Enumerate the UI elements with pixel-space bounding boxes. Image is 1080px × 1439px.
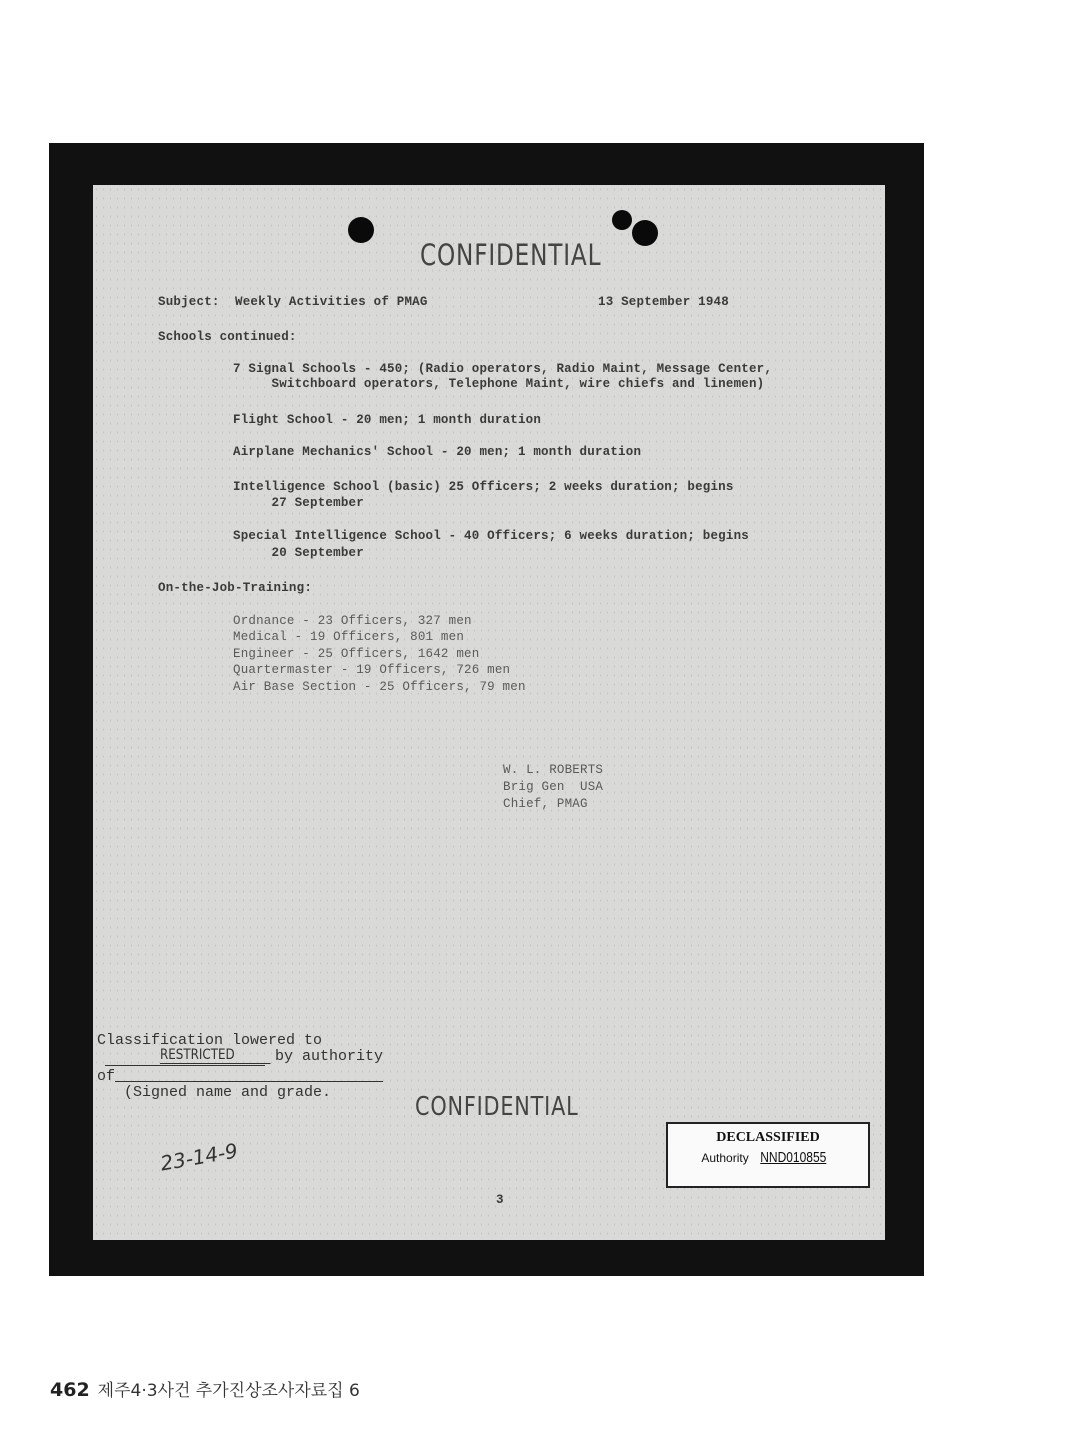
authority-label: Authority [701, 1151, 749, 1165]
ojt-item: Quartermaster - 19 Officers, 726 men [233, 663, 511, 677]
school-item: 27 September [233, 496, 364, 510]
school-item: Switchboard operators, Telephone Maint, wire chiefs and linemen) [233, 377, 765, 391]
punch-hole [612, 210, 632, 230]
classification-line3: (Signed name and grade. [124, 1084, 332, 1101]
school-item: Intelligence School (basic) 25 Officers; 2 weeks duration; begins [233, 480, 734, 494]
signature-title: Chief, PMAG [503, 797, 588, 811]
ojt-item: Air Base Section - 25 Officers, 79 men [233, 680, 526, 694]
school-item: Airplane Mechanics' School - 20 men; 1 month duration [233, 445, 642, 459]
classification-of: of [97, 1068, 116, 1085]
ojt-item: Medical - 19 Officers, 801 men [233, 630, 465, 644]
rule [105, 1065, 265, 1066]
ojt-heading: On-the-Job-Training: [158, 581, 313, 595]
ojt-item: Engineer - 25 Officers, 1642 men [233, 647, 480, 661]
authority-number: NND010855 [760, 1149, 827, 1166]
schools-heading: Schools continued: [158, 330, 297, 344]
handwritten-note: 23-14-9 [158, 1138, 240, 1176]
book-footer [50, 1376, 360, 1401]
confidential-stamp-bottom: CONFIDENTIAL [415, 1092, 579, 1122]
school-item: 20 September [233, 546, 364, 560]
classification-line2: by authority [266, 1048, 384, 1065]
declassified-title: DECLASSIFIED [716, 1130, 820, 1145]
punch-hole [632, 220, 658, 246]
signature-rule [115, 1081, 383, 1082]
confidential-stamp-top: CONFIDENTIAL [420, 238, 602, 272]
declassified-stamp [666, 1122, 870, 1188]
ojt-item: Ordnance - 23 Officers, 327 men [233, 614, 472, 628]
classification-restricted: RESTRICTED [160, 1047, 271, 1064]
signature-name: W. L. ROBERTS [503, 763, 604, 777]
subject-line: Subject: Weekly Activities of PMAG [158, 295, 428, 309]
school-item: Special Intelligence School - 40 Officers; 6 weeks duration; begins [233, 529, 749, 543]
page-number: 3 [496, 1193, 504, 1207]
document-date: 13 September 1948 [598, 295, 729, 309]
school-item: Flight School - 20 men; 1 month duration [233, 413, 542, 427]
signature-rank: Brig Gen USA [503, 780, 604, 794]
footer-page-number: 462 [50, 1379, 90, 1401]
school-item: 7 Signal Schools - 450; (Radio operators, Radio Maint, Message Center, [233, 362, 773, 376]
classification-line1: Classification lowered to [97, 1032, 323, 1049]
footer-book-title: 제주4·3사건 추가진상조사자료집 6 [97, 1381, 360, 1401]
punch-hole [348, 217, 374, 243]
